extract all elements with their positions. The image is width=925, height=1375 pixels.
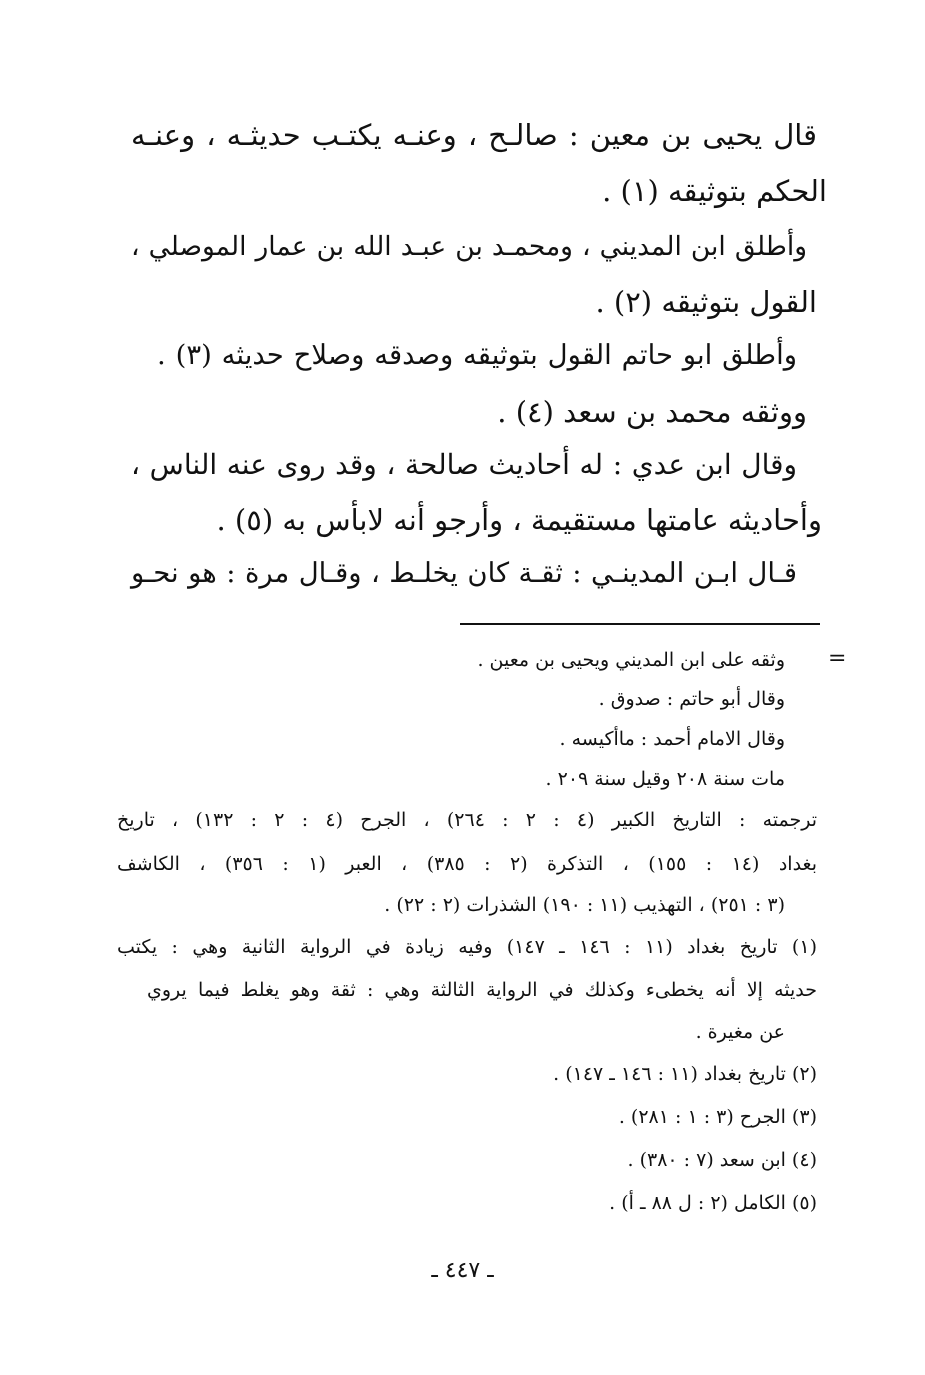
footnote-line: عن مغيرة . [695, 1021, 785, 1043]
body-line: ووثقه محمد بن سعد (٤) . [497, 395, 807, 429]
body-line: قـال ابـن المدينـي : ثقـة كان يخلـط ، وقـال مرة : هو نحـو [131, 557, 797, 589]
footnote-line: حديثه إلا أنه يخطىء وكذلك في الرواية الثالثة وهي : ثقة وهو يغلط فيما يروي [147, 979, 817, 1001]
footnote-line: وقال الامام أحمد : ماأكيسه . [559, 728, 785, 750]
footnote-line: (٣) الجرح (٣ : ١ : ٢٨١) . [618, 1106, 817, 1128]
footnote-line: (١) تاريخ بغداد (١١ : ١٤٦ ـ ١٤٧) وفيه زيادة في الرواية الثانية وهي : يكتب [117, 936, 817, 958]
body-line: الحكم بتوثيقه (١) . [602, 174, 827, 208]
footnote-line: (٣ : ٢٥١) ، التهذيب (١١ : ١٩٠) الشذرات (٢ : ٢٢) . [384, 894, 785, 916]
footnote-line: (٤) ابن سعد (٧ : ٣٨٠) . [627, 1149, 817, 1171]
footnote-line: وثقه على ابن المديني ويحيى بن معين . [477, 649, 785, 671]
footnote-line: (٢) تاريخ بغداد (١١ : ١٤٦ ـ ١٤٧) . [553, 1063, 817, 1085]
body-line: وأطلق ابن المديني ، ومحمـد بن عبـد الله بن عمار الموصلي ، [131, 231, 807, 262]
footnote-separator [460, 623, 820, 625]
body-line: وقال ابن عدي : له أحاديث صالحة ، وقد روى عنه الناس ، [131, 448, 797, 481]
footnote-line: (٥) الكامل (٢ : ل ٨٨ ـ أ) . [609, 1192, 817, 1214]
footnote-line: مات سنة ٢٠٨ وقيل سنة ٢٠٩ . [545, 768, 785, 790]
body-line: القول بتوثيقه (٢) . [595, 285, 817, 319]
body-line: وأطلق ابو حاتم القول بتوثيقه وصدقه وصلاح حديثه (٣) . [157, 339, 797, 371]
body-line: وأحاديثه عامتها مستقيمة ، وأرجو أنه لابأس به (٥) . [216, 503, 822, 537]
page-number: ـ ٤٤٧ ـ [431, 1258, 494, 1283]
footnote-line: ترجمته : التاريخ الكبير (٤ : ٢ : ٢٦٤) ، الجرح (٤ : ٢ : ١٣٢) ، تاريخ [117, 809, 818, 831]
footnote-continuation-mark: = [828, 646, 847, 671]
footnote-line: وقال أبو حاتم : صدوق . [598, 688, 785, 710]
body-line: قال يحيى بن معين : صالـح ، وعنـه يكتـب حديثـه ، وعنـه [131, 118, 817, 152]
footnote-line: بغداد (١٤ : ١٥٥) ، التذكرة (٢ : ٣٨٥) ، العبر (١ : ٣٥٦) ، الكاشف [117, 853, 818, 875]
